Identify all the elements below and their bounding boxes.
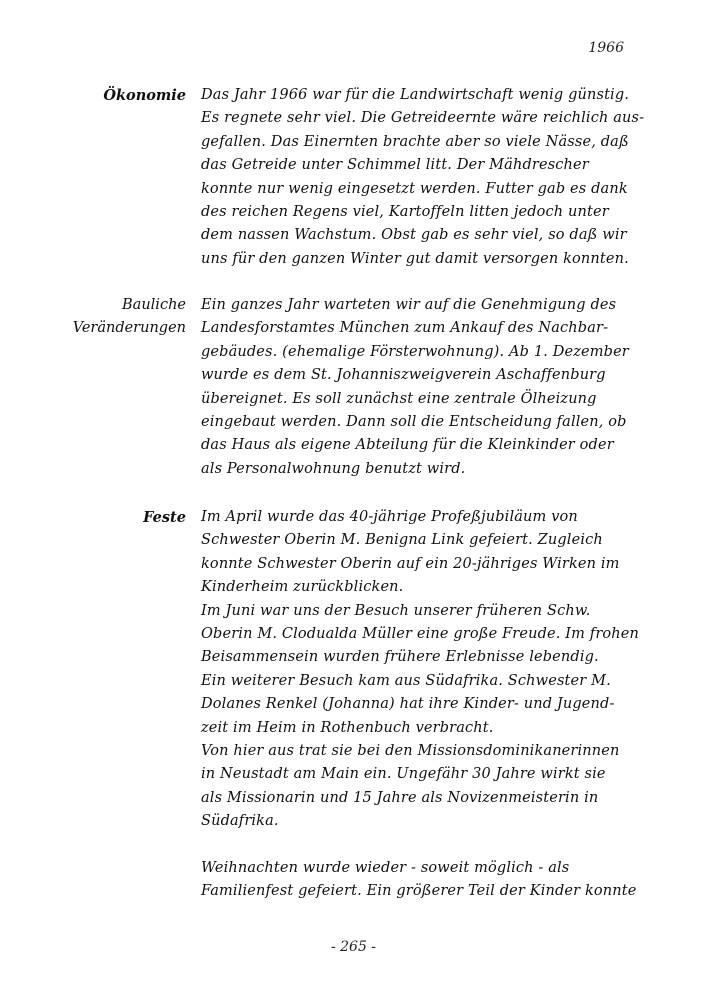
section-body (201, 506, 641, 904)
text-line: in Neustadt am Main ein. Ungefähr 30 Jahre wirkt sie (201, 766, 606, 783)
section-label-line: Veränderungen (72, 320, 186, 337)
page-year-header: 1966 (588, 40, 624, 56)
text-line: Im Juni war uns der Besuch unserer früheren Schw. (201, 602, 591, 619)
text-line: Kinderheim zurückblicken. (201, 579, 404, 596)
text-line: eingebaut werden. Dann soll die Entscheidung fallen, ob (201, 414, 627, 431)
text-line: dem nassen Wachstum. Obst gab es sehr viel, so daß wir (201, 227, 627, 244)
section-body (201, 84, 645, 271)
text-line: Es regnete sehr viel. Die Getreideernte wäre reichlich aus- (201, 110, 645, 127)
text-line: als Personalwohnung benutzt wird. (201, 460, 466, 477)
paragraph-gap (201, 834, 641, 857)
section-label-line: Ökonomie (103, 87, 186, 104)
text-line: Dolanes Renkel (Johanna) hat ihre Kinder- und Jugend- (201, 696, 615, 713)
text-line: wurde es dem St. Johanniszweigverein Aschaffenburg (201, 367, 606, 384)
text-line: Ein weiterer Besuch kam aus Südafrika. Schwester M. (201, 672, 611, 689)
text-line: Weihnachten wurde wieder - soweit möglich - als (201, 860, 570, 877)
page-number: - 265 - (330, 939, 377, 955)
text-line: gefallen. Das Einernten brachte aber so viele Nässe, daß (201, 133, 629, 150)
text-line: Landesforstamtes München zum Ankauf des Nachbar- (201, 320, 609, 337)
text-line: zeit im Heim in Rothenbuch verbracht. (201, 719, 494, 736)
section-label-line: Bauliche (122, 297, 186, 313)
section-body (201, 294, 641, 481)
text-line: gebäudes. (ehemalige Försterwohnung). Ab 1. Dezember (201, 343, 629, 360)
text-line: Beisammensein wurden frühere Erlebnisse lebendig. (201, 649, 599, 666)
text-line: konnte Schwester Oberin auf ein 20-jähriges Wirken im (201, 555, 620, 572)
text-line: Von hier aus trat sie bei den Missionsdominikanerinnen (201, 743, 620, 760)
text-line: Südafrika. (201, 813, 279, 830)
section-label-line: Feste (143, 509, 186, 526)
section-label (6, 84, 186, 107)
text-line: das Haus als eigene Abteilung für die Kleinkinder oder (201, 437, 614, 454)
section-label (6, 506, 186, 529)
text-line: des reichen Regens viel, Kartoffeln litten jedoch unter (201, 204, 609, 221)
text-line: Schwester Oberin M. Benigna Link gefeiert. Zugleich (201, 532, 603, 549)
text-line: das Getreide unter Schimmel litt. Der Mähdrescher (201, 157, 589, 174)
text-line: Ein ganzes Jahr warteten wir auf die Genehmigung des (201, 297, 617, 313)
text-line: Oberin M. Clodualda Müller eine große Freude. Im frohen (201, 626, 639, 643)
text-line: Im April wurde das 40-jährige Profeßjubiläum von (201, 509, 578, 525)
text-line: konnte nur wenig eingesetzt werden. Futter gab es dank (201, 180, 628, 197)
text-line: uns für den ganzen Winter gut damit versorgen konnten. (201, 250, 629, 267)
text-line: Familienfest gefeiert. Ein größerer Teil der Kinder konnte (201, 883, 637, 900)
section-label (6, 294, 186, 341)
text-line: übereignet. Es soll zunächst eine zentrale Ölheizung (201, 390, 597, 407)
text-line: als Missionarin und 15 Jahre als Novizenmeisterin in (201, 789, 599, 806)
text-line: Das Jahr 1966 war für die Landwirtschaft wenig günstig. (201, 87, 630, 103)
